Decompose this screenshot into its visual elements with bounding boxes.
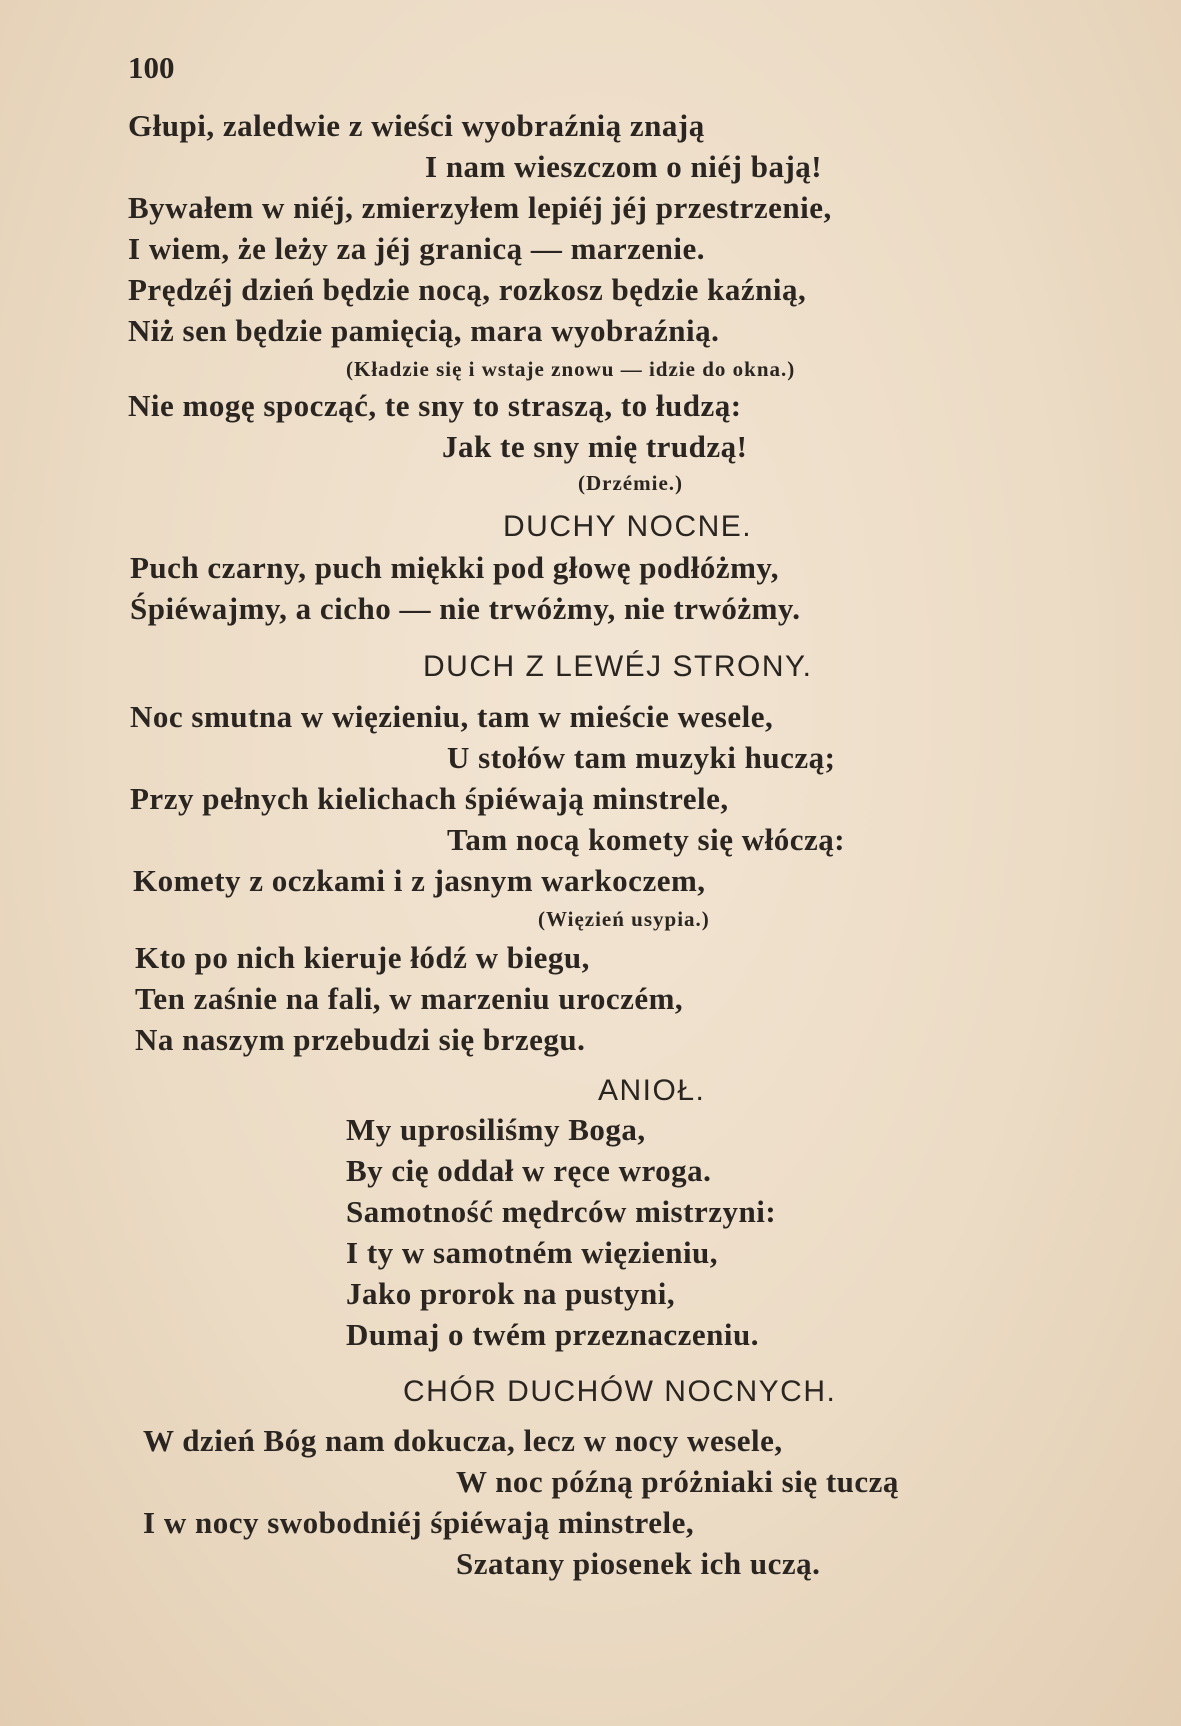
stage-direction: (Więzień usypia.) [538,907,710,931]
verse-line: Nie mogę spocząć, te sny to straszą, to łudzą: [128,388,742,423]
stage-direction: (Kładzie się i wstaje znowu — idzie do okna.) [346,357,796,381]
verse-line: Samotność mędrców mistrzyni: [346,1194,777,1229]
verse-line: I wiem, że leży za jéj granicą — marzenie. [128,231,706,266]
verse-line: Głupi, zaledwie z wieści wyobraźnią znają [128,108,705,143]
verse-line: I ty w samotném więzieniu, [346,1235,719,1270]
verse-line: I nam wieszczom o niéj bają! [425,149,823,184]
verse-line: W noc późną próżniaki się tuczą [456,1464,899,1499]
verse-line: W dzień Bóg nam dokucza, lecz w nocy wesele, [143,1423,783,1458]
verse-line: Niż sen będzie pamięcią, mara wyobraźnią. [128,313,720,348]
verse-line: My uprosiliśmy Boga, [346,1112,646,1147]
verse-line: Bywałem w niéj, zmierzyłem lepiéj jéj przestrzenie, [128,190,832,225]
verse-line: Tam nocą komety się włóczą: [447,822,846,857]
speaker-heading: CHÓR DUCHÓW NOCNYCH. [403,1375,837,1408]
verse-line: Noc smutna w więzieniu, tam w mieście wesele, [130,699,774,734]
verse-line: Śpiéwajmy, a cicho — nie trwóżmy, nie trwóżmy. [130,591,801,626]
verse-line: Prędzéj dzień będzie nocą, rozkosz będzie kaźnią, [128,272,807,307]
verse-line: Na naszym przebudzi się brzegu. [135,1022,586,1057]
verse-line: Komety z oczkami i z jasnym warkoczem, [133,863,706,898]
speaker-heading: DUCHY NOCNE. [503,510,753,543]
verse-line: I w nocy swobodniéj śpiéwają minstrele, [143,1505,695,1540]
verse-line: Jak te sny mię trudzą! [442,429,748,464]
verse-line: Kto po nich kieruje łódź w biegu, [135,940,590,975]
speaker-heading: DUCH Z LEWÉJ STRONY. [423,650,813,683]
verse-line: Dumaj o twém przeznaczeniu. [346,1317,759,1352]
verse-line: Jako prorok na pustyni, [346,1276,676,1311]
speaker-heading: ANIOŁ. [598,1074,706,1107]
page-number: 100 [128,50,175,85]
verse-line: Ten zaśnie na fali, w marzeniu uroczém, [135,981,684,1016]
verse-line: Przy pełnych kielichach śpiéwają minstrele, [130,781,729,816]
verse-line: Szatany piosenek ich uczą. [456,1546,821,1581]
verse-line: U stołów tam muzyki huczą; [447,740,836,775]
stage-direction: (Drzémie.) [578,471,684,495]
verse-line: By cię oddał w ręce wroga. [346,1153,712,1188]
verse-line: Puch czarny, puch miękki pod głowę podłóżmy, [130,550,779,585]
